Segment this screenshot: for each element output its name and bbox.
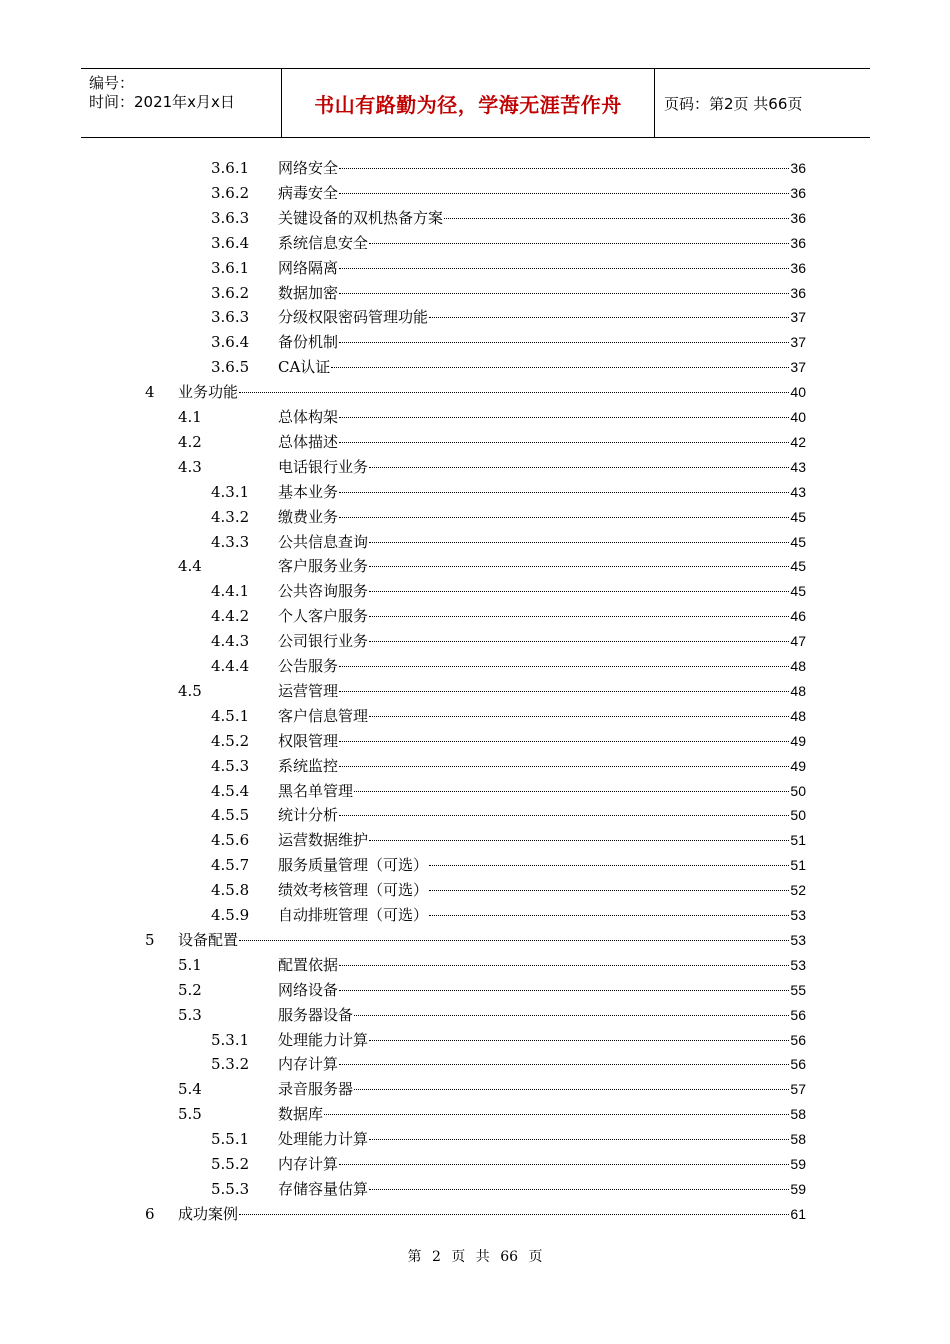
toc-entry-number: 5.3 — [178, 1005, 202, 1024]
toc-entry-line — [278, 233, 806, 253]
toc-entry-title: 业务功能 — [178, 383, 239, 402]
toc-entry-line — [278, 1179, 806, 1199]
toc-dot-leader — [369, 716, 789, 717]
toc-dot-leader — [339, 442, 789, 443]
toc-dot-leader — [339, 293, 789, 294]
toc-entry-number: 4.4.3 — [211, 632, 250, 651]
toc-entry-line — [278, 556, 806, 576]
toc-entry-title: 自动排班管理（可选） — [278, 906, 429, 924]
toc-entry[interactable] — [0, 1129, 950, 1149]
toc-entry-title: 客户服务业务 — [278, 557, 369, 576]
toc-entry[interactable] — [0, 1005, 950, 1025]
toc-entry[interactable] — [0, 631, 950, 651]
toc-entry-number: 3.6.1 — [211, 159, 250, 177]
toc-dot-leader — [339, 417, 789, 418]
toc-entry[interactable] — [0, 880, 950, 900]
toc-entry-number: 4.5.4 — [211, 781, 250, 800]
toc-entry-number: 4.5.2 — [211, 731, 250, 750]
toc-entry-line — [178, 382, 806, 402]
toc-entry-line — [278, 407, 806, 427]
toc-dot-leader — [369, 467, 789, 468]
toc-entry-title: 服务质量管理（可选） — [278, 856, 429, 875]
toc-entry-page: 50 — [790, 807, 806, 824]
toc-entry[interactable] — [0, 1030, 950, 1050]
toc-entry-title: 设备配置 — [178, 930, 239, 949]
toc-entry-page: 51 — [790, 832, 806, 849]
toc-entry[interactable] — [0, 183, 950, 203]
toc-entry-page: 43 — [790, 458, 806, 475]
toc-entry-page: 48 — [790, 658, 806, 674]
toc-entry[interactable] — [0, 1204, 950, 1224]
toc-dot-leader — [429, 890, 789, 891]
toc-entry-title: 内存计算 — [278, 1155, 339, 1173]
toc-entry-number: 5.5 — [178, 1105, 202, 1124]
toc-entry-title: 客户信息管理 — [278, 706, 369, 725]
toc-entry[interactable] — [0, 805, 950, 825]
toc-entry-number: 4.5.5 — [211, 806, 250, 825]
toc-entry-page: 45 — [790, 558, 806, 575]
toc-entry-page: 36 — [790, 160, 806, 176]
toc-dot-leader — [354, 1089, 789, 1090]
header-page-cell — [655, 69, 870, 137]
toc-entry[interactable] — [0, 357, 950, 377]
toc-dot-leader — [339, 492, 789, 493]
toc-dot-leader — [444, 218, 789, 219]
toc-entry-line — [278, 482, 806, 502]
toc-entry-title: 公告服务 — [278, 657, 339, 675]
toc-entry-title: 网络隔离 — [278, 258, 339, 277]
toc-entry-number: 4.5.1 — [211, 706, 250, 725]
toc-dot-leader — [369, 542, 789, 543]
toc-entry-line — [278, 706, 806, 726]
toc-entry[interactable] — [0, 1179, 950, 1199]
toc-entry-number: 3.6.3 — [211, 208, 250, 227]
toc-entry-title: 黑名单管理 — [278, 781, 354, 800]
toc-entry-page: 51 — [790, 857, 806, 874]
toc-entry[interactable] — [0, 830, 950, 850]
toc-entry-title: 网络设备 — [278, 980, 339, 999]
toc-dot-leader — [339, 815, 789, 816]
toc-entry-number: 4.4.4 — [211, 657, 250, 675]
toc-entry-number: 5 — [145, 930, 155, 949]
toc-entry-title: 内存计算 — [278, 1055, 339, 1074]
toc-entry-line — [278, 955, 806, 975]
toc-dot-leader — [369, 591, 789, 592]
toc-entry-number: 5.4 — [178, 1080, 202, 1099]
toc-entry-title: 统计分析 — [278, 806, 339, 825]
toc-entry-number: 5.3.1 — [211, 1030, 250, 1049]
toc-entry-title: 关键设备的双机热备方案 — [278, 208, 444, 227]
toc-dot-leader — [339, 342, 789, 343]
toc-entry-line — [278, 905, 806, 925]
toc-entry-number: 5.5.2 — [211, 1155, 250, 1173]
toc-entry-page: 36 — [790, 234, 806, 251]
toc-dot-leader — [339, 766, 789, 767]
toc-entry-number: 3.6.1 — [211, 258, 250, 277]
toc-entry-page: 52 — [790, 882, 806, 899]
toc-entry-line — [278, 781, 806, 801]
toc-entry-line — [278, 532, 806, 552]
toc-entry-line — [278, 855, 806, 875]
toc-entry-number: 4.5.6 — [211, 831, 250, 850]
toc-entry[interactable] — [0, 1104, 950, 1124]
toc-entry-line — [278, 283, 806, 303]
toc-entry-page: 59 — [790, 1180, 806, 1197]
toc-entry-number: 4.3.3 — [211, 532, 250, 551]
toc-entry-page: 48 — [790, 707, 806, 724]
toc-entry-line — [278, 756, 806, 776]
toc-entry-line — [278, 631, 806, 651]
toc-entry-number: 5.5.1 — [211, 1130, 250, 1149]
toc-dot-leader — [239, 1214, 789, 1215]
toc-entry-line — [278, 805, 806, 825]
toc-entry-line — [278, 1154, 806, 1174]
toc-entry[interactable] — [0, 955, 950, 975]
toc-dot-leader — [369, 1139, 789, 1140]
toc-entry-title: 配置依据 — [278, 955, 339, 974]
toc-dot-leader — [429, 915, 789, 916]
toc-entry-title: 公共咨询服务 — [278, 582, 369, 601]
toc-entry-line — [278, 980, 806, 1000]
toc-entry-page: 56 — [790, 1006, 806, 1023]
toc-dot-leader — [339, 168, 789, 169]
toc-entry[interactable] — [0, 432, 950, 452]
toc-dot-leader — [339, 741, 789, 742]
toc-entry-page: 53 — [790, 931, 806, 948]
toc-entry-title: 数据加密 — [278, 283, 339, 302]
toc-dot-leader — [369, 1189, 789, 1190]
toc-entry[interactable] — [0, 731, 950, 751]
toc-entry-number: 4.2 — [178, 432, 202, 451]
toc-entry-number: 3.6.2 — [211, 183, 250, 202]
toc-entry-title: 缴费业务 — [278, 507, 339, 526]
toc-dot-leader — [324, 1114, 789, 1115]
toc-entry[interactable] — [0, 656, 950, 676]
page-footer: 第 2 页 共 66 页 — [407, 1249, 543, 1265]
toc-entry[interactable] — [0, 382, 950, 402]
toc-dot-leader — [239, 940, 789, 941]
toc-entry-title: 电话银行业务 — [278, 457, 369, 476]
toc-dot-leader — [339, 691, 789, 692]
toc-entry-line — [278, 1030, 806, 1050]
toc-dot-leader — [331, 367, 789, 368]
toc-dot-leader — [369, 840, 789, 841]
toc-entry-title: 录音服务器 — [278, 1080, 354, 1099]
toc-dot-leader — [369, 566, 789, 567]
toc-entry-number: 3.6.2 — [211, 283, 250, 302]
toc-entry-number: 4.4 — [178, 557, 202, 576]
toc-entry-page: 36 — [790, 284, 806, 301]
toc-entry-page: 53 — [790, 956, 806, 973]
toc-entry-page: 58 — [790, 1131, 806, 1148]
toc-dot-leader — [339, 666, 789, 667]
toc-entry[interactable] — [0, 781, 950, 801]
toc-entry-title: 数据库 — [278, 1105, 324, 1124]
toc-entry-page: 59 — [790, 1156, 806, 1172]
toc-entry-page: 45 — [790, 533, 806, 550]
toc-entry-title: 系统监控 — [278, 756, 339, 775]
toc-entry[interactable] — [0, 855, 950, 875]
toc-entry-number: 5.2 — [178, 980, 202, 999]
toc-entry[interactable] — [0, 1154, 950, 1174]
toc-entry-line — [178, 1204, 806, 1224]
toc-entry[interactable] — [0, 1054, 950, 1074]
toc-entry[interactable] — [0, 930, 950, 950]
toc-entry-page: 37 — [790, 309, 806, 326]
toc-entry-line — [278, 1104, 806, 1124]
toc-entry-page: 49 — [790, 732, 806, 749]
toc-dot-leader — [369, 1040, 789, 1041]
header-time-label: 时间：2021年x月x日 — [89, 93, 235, 111]
toc-entry-line — [278, 681, 806, 701]
toc-entry-title: 处理能力计算 — [278, 1130, 369, 1149]
toc-dot-leader — [369, 641, 789, 642]
header-meta-cell — [81, 69, 282, 137]
toc-entry[interactable] — [0, 581, 950, 601]
toc-entry-page: 50 — [790, 782, 806, 799]
toc-entry-number: 3.6.5 — [211, 358, 250, 377]
toc-entry-title: 分级权限密码管理功能 — [278, 308, 429, 327]
toc-entry-title: 基本业务 — [278, 482, 339, 501]
toc-entry[interactable] — [0, 158, 950, 178]
toc-dot-leader — [369, 243, 789, 244]
toc-entry-line — [278, 183, 806, 203]
toc-dot-leader — [339, 1064, 789, 1065]
toc-entry-title: CA认证 — [278, 358, 331, 377]
toc-entry[interactable] — [0, 407, 950, 427]
toc-entry-title: 病毒安全 — [278, 183, 339, 202]
toc-entry-page: 45 — [790, 508, 806, 525]
toc-entry-page: 36 — [790, 259, 806, 276]
toc-dot-leader — [369, 616, 789, 617]
toc-entry-page: 56 — [790, 1056, 806, 1073]
toc-entry-page: 37 — [790, 359, 806, 376]
toc-entry-number: 4.1 — [178, 408, 202, 426]
toc-entry-line — [278, 307, 806, 327]
toc-entry-title: 绩效考核管理（可选） — [278, 881, 429, 900]
toc-entry-page: 37 — [790, 334, 806, 351]
toc-entry[interactable] — [0, 507, 950, 527]
toc-dot-leader — [339, 268, 789, 269]
toc-dot-leader — [339, 990, 789, 991]
toc-entry-line — [278, 457, 806, 477]
toc-entry-line — [278, 880, 806, 900]
toc-entry-page: 57 — [790, 1081, 806, 1098]
toc-dot-leader — [339, 193, 789, 194]
toc-entry-page: 53 — [790, 907, 806, 923]
toc-entry-page: 46 — [790, 608, 806, 625]
toc-entry-number: 4.5.3 — [211, 756, 250, 775]
toc-entry-number: 3.6.3 — [211, 308, 250, 327]
toc-entry-page: 36 — [790, 209, 806, 226]
toc-entry-number: 5.3.2 — [211, 1055, 250, 1074]
toc-entry-page: 45 — [790, 583, 806, 600]
toc-entry-number: 3.6.4 — [211, 333, 250, 352]
toc-entry[interactable] — [0, 681, 950, 701]
toc-entry[interactable] — [0, 706, 950, 726]
toc-entry-page: 56 — [790, 1031, 806, 1048]
toc-entry-number: 4.5.7 — [211, 856, 250, 875]
toc-entry[interactable] — [0, 532, 950, 552]
toc-entry-line — [278, 507, 806, 527]
toc-dot-leader — [354, 791, 789, 792]
toc-entry[interactable] — [0, 332, 950, 352]
header-number-label: 编号： — [89, 74, 135, 92]
toc-entry-title: 公共信息查询 — [278, 532, 369, 551]
header-page-code: 页码：第2页 共66页 — [664, 94, 803, 113]
toc-entry[interactable] — [0, 482, 950, 502]
toc-entry-title: 总体构架 — [278, 408, 339, 426]
toc-entry-page: 48 — [790, 682, 806, 699]
toc-dot-leader — [354, 1015, 789, 1016]
toc-entry-line — [278, 1129, 806, 1149]
page-header — [81, 68, 870, 138]
toc-entry[interactable] — [0, 905, 950, 925]
toc-entry-number: 4.4.2 — [211, 607, 250, 626]
header-motto: 书山有路勤为径，学海无涯苦作舟 — [314, 92, 622, 117]
toc-entry-line — [278, 258, 806, 278]
toc-entry-title: 网络安全 — [278, 159, 339, 177]
toc-entry-title: 公司银行业务 — [278, 632, 369, 651]
toc-entry-number: 4.3.2 — [211, 507, 250, 526]
toc-entry-title: 成功案例 — [178, 1204, 239, 1223]
toc-entry-page: 49 — [790, 757, 806, 774]
toc-entry-page: 58 — [790, 1106, 806, 1123]
toc-entry-title: 运营管理 — [278, 681, 339, 700]
toc-entry-line — [278, 332, 806, 352]
toc-entry-line — [278, 606, 806, 626]
toc-entry-page: 42 — [790, 433, 806, 450]
toc-dot-leader — [339, 1164, 789, 1165]
toc-entry[interactable] — [0, 233, 950, 253]
toc-entry-number: 4.5.9 — [211, 906, 250, 924]
toc-entry-title: 系统信息安全 — [278, 233, 369, 252]
toc-entry[interactable] — [0, 756, 950, 776]
toc-entry-line — [278, 731, 806, 751]
toc-entry-title: 总体描述 — [278, 432, 339, 451]
toc-entry-line — [278, 656, 806, 676]
toc-entry-page: 36 — [790, 184, 806, 201]
toc-entry[interactable] — [0, 980, 950, 1000]
toc-entry-number: 4 — [145, 383, 155, 402]
toc-entry-line — [278, 1054, 806, 1074]
toc-dot-leader — [339, 517, 789, 518]
toc-dot-leader — [339, 965, 789, 966]
toc-entry-number: 4.5.8 — [211, 881, 250, 900]
toc-entry-number: 5.1 — [178, 955, 202, 974]
toc-entry-number: 4.4.1 — [211, 582, 250, 601]
toc-entry-number: 3.6.4 — [211, 233, 250, 252]
toc-entry-line — [278, 830, 806, 850]
toc-entry-page: 61 — [790, 1205, 806, 1222]
toc-entry-title: 个人客户服务 — [278, 607, 369, 626]
toc-entry-number: 4.5 — [178, 681, 202, 700]
toc-entry-line — [278, 1005, 806, 1025]
toc-entry-line — [278, 208, 806, 228]
toc-entry-title: 处理能力计算 — [278, 1030, 369, 1049]
toc-entry-line — [278, 158, 806, 178]
toc-entry[interactable] — [0, 258, 950, 278]
toc-entry-title: 存储容量估算 — [278, 1179, 369, 1198]
toc-entry-title: 服务器设备 — [278, 1005, 354, 1024]
toc-entry[interactable] — [0, 457, 950, 477]
header-motto-cell — [282, 69, 655, 137]
toc-entry[interactable] — [0, 556, 950, 576]
toc-entry-page: 55 — [790, 981, 806, 998]
toc-entry-line — [278, 581, 806, 601]
toc-entry[interactable] — [0, 283, 950, 303]
toc-entry[interactable] — [0, 208, 950, 228]
toc-entry-line — [178, 930, 806, 950]
toc-entry[interactable] — [0, 307, 950, 327]
toc-entry-line — [278, 1079, 806, 1099]
toc-dot-leader — [239, 392, 789, 393]
toc-entry-line — [278, 357, 806, 377]
toc-entry[interactable] — [0, 606, 950, 626]
toc-dot-leader — [429, 865, 789, 866]
toc-entry-number: 4.3 — [178, 457, 202, 476]
toc-entry-number: 5.5.3 — [211, 1179, 250, 1198]
toc-dot-leader — [429, 317, 789, 318]
toc-entry-page: 40 — [790, 409, 806, 425]
toc-entry[interactable] — [0, 1079, 950, 1099]
toc-entry-title: 权限管理 — [278, 731, 339, 750]
toc-entry-line — [278, 432, 806, 452]
toc-entry-title: 运营数据维护 — [278, 831, 369, 850]
toc-entry-number: 6 — [145, 1204, 155, 1223]
toc-entry-number: 4.3.1 — [211, 482, 250, 501]
toc-entry-page: 40 — [790, 384, 806, 401]
toc-entry-page: 43 — [790, 483, 806, 500]
toc-entry-title: 备份机制 — [278, 333, 339, 352]
toc-entry-page: 47 — [790, 633, 806, 650]
